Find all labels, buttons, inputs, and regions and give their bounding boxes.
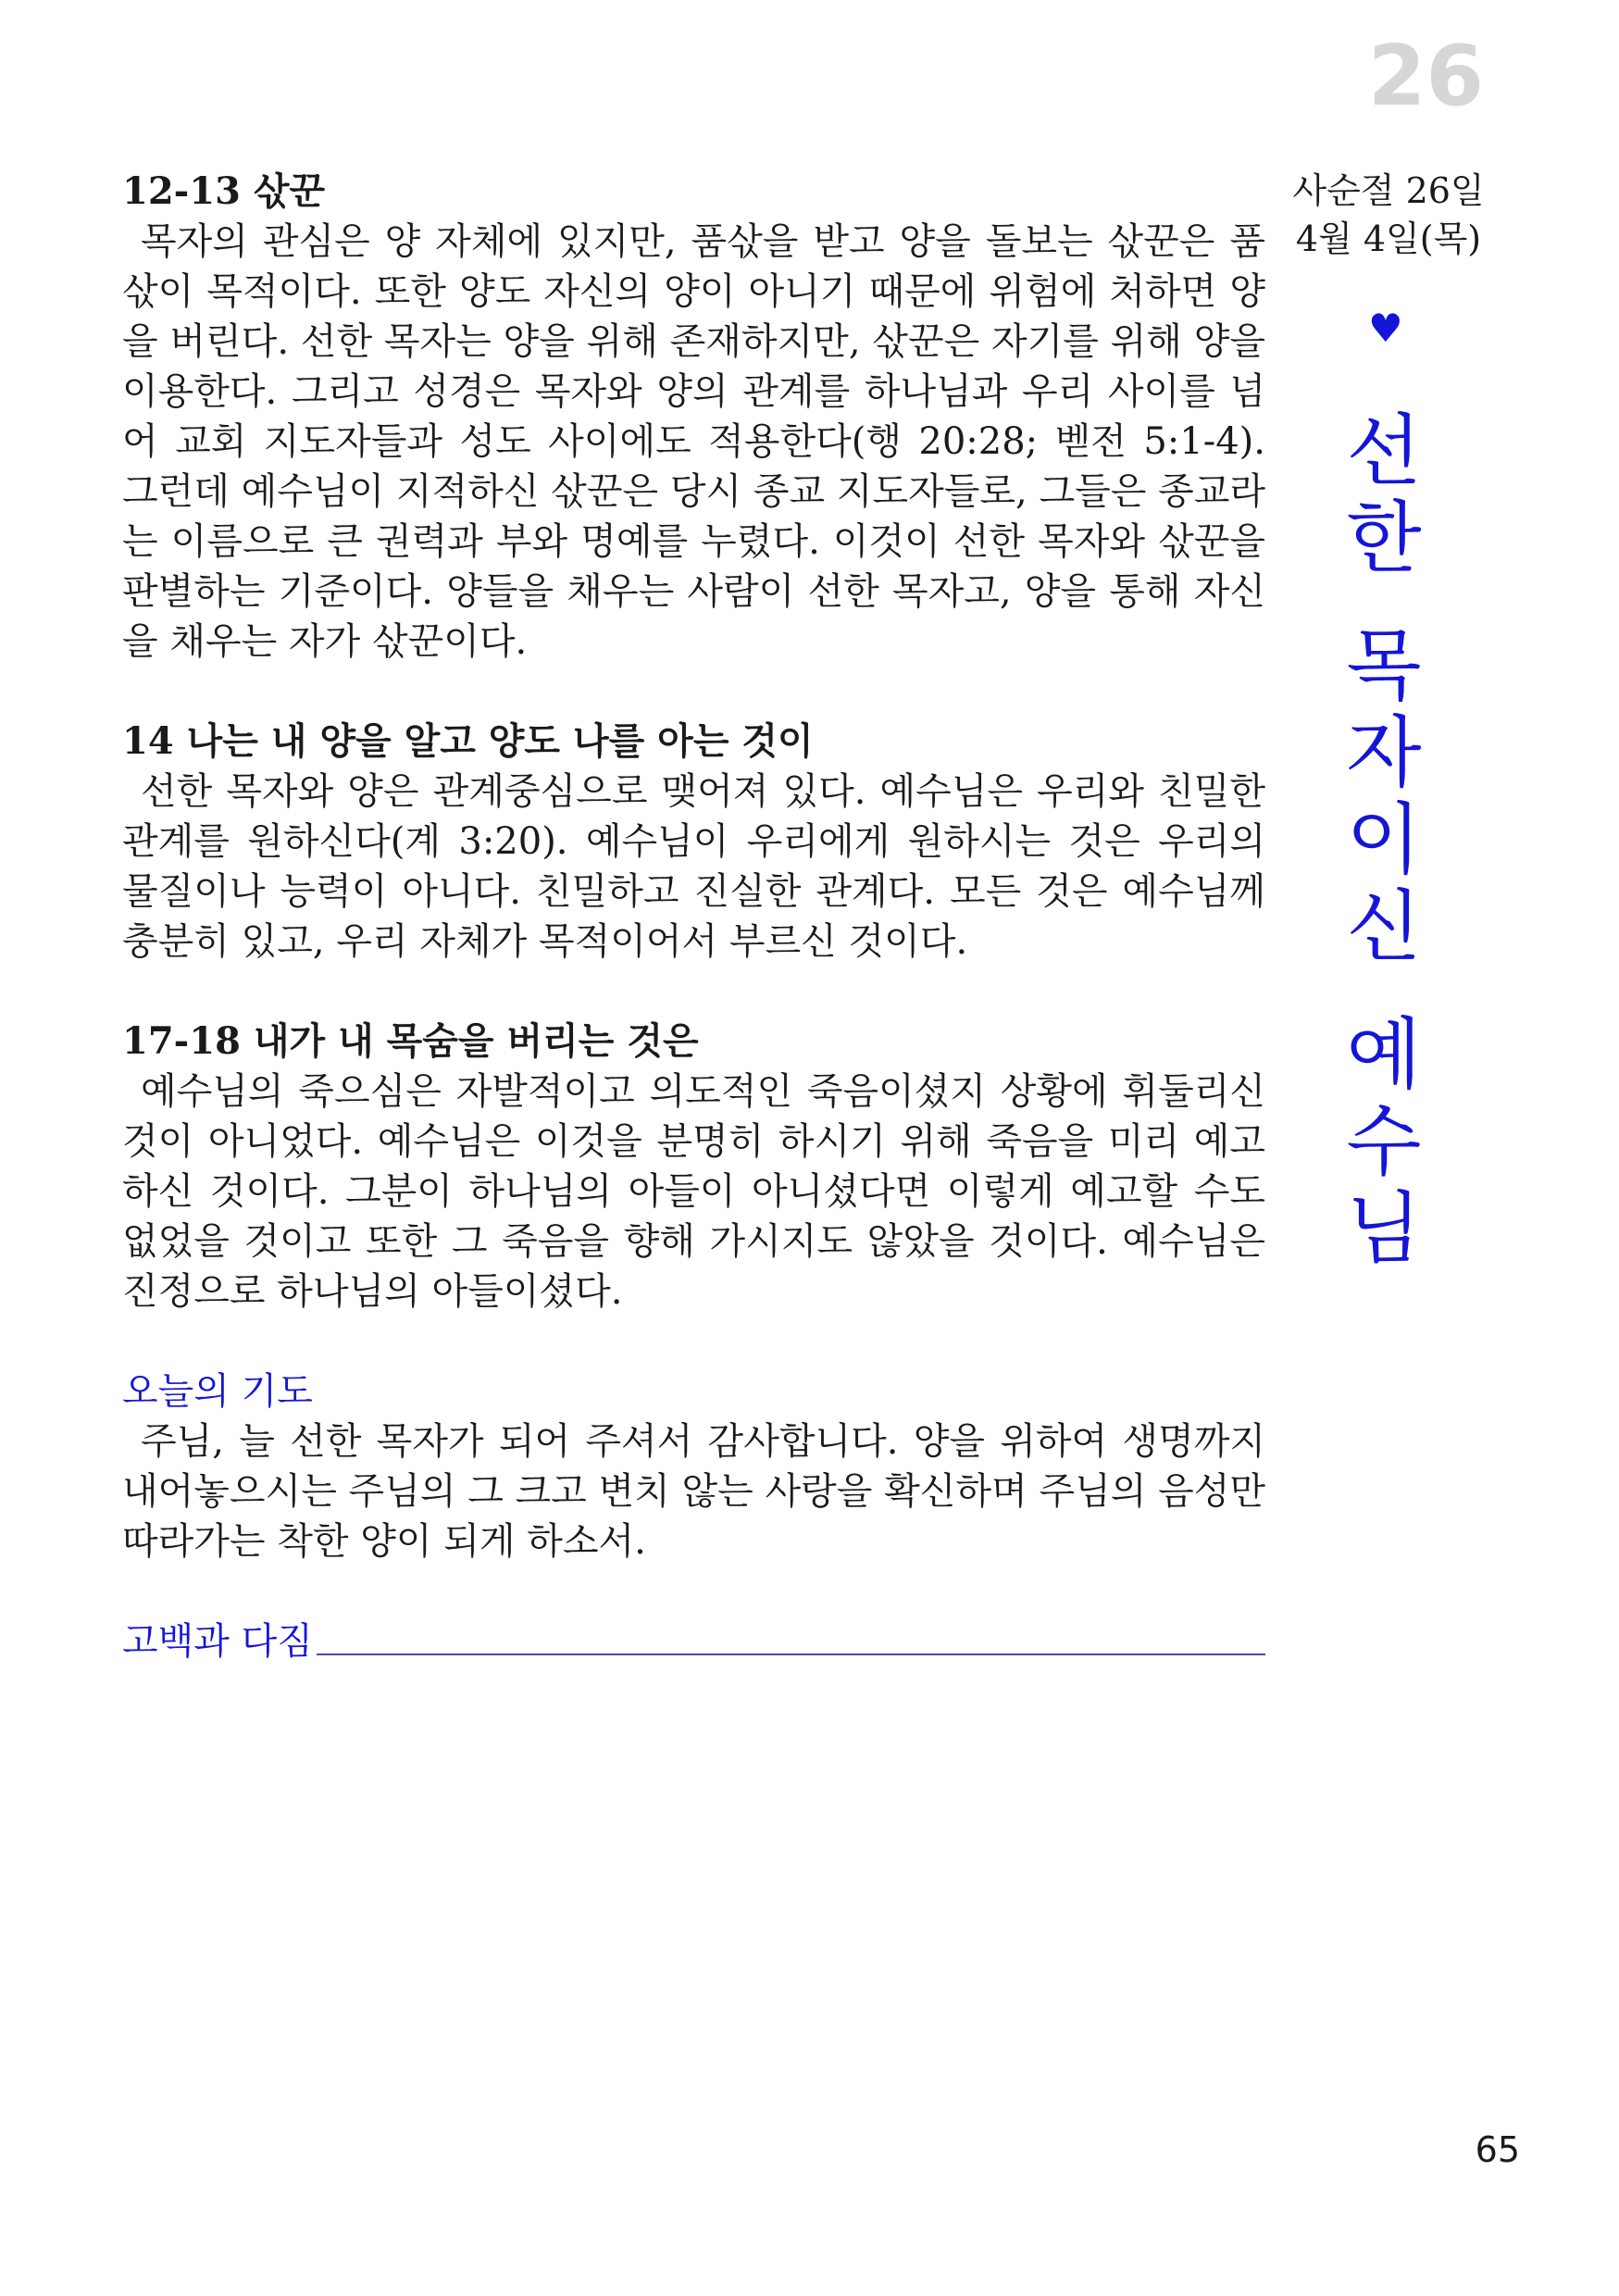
title-char: 이 — [1346, 794, 1422, 885]
prayer-section — [122, 1366, 1265, 1566]
title-char: 예 — [1346, 1009, 1422, 1100]
section-heading: 14 나는 내 양을 알고 양도 나를 아는 것이 — [122, 719, 814, 763]
section-body: 선한 목자와 양은 관계중심으로 맺어져 있다. 예수님은 우리와 친밀한 관계를 원하신다(계 3:20). 예수님이 우리에게 원하시는 것은 우리의 물질이나 능력이 아니다. 친밀하고 진실한 관계다. 모든 것은 예수님께 충분히 있고, 우리 자체가 목적이어서 부르신 것이다. — [122, 770, 1265, 963]
title-char: 신 — [1346, 881, 1422, 972]
prayer-body: 주님, 늘 선한 목자가 되어 주셔서 감사합니다. 양을 위하여 생명까지 내어놓으시는 주님의 그 크고 변치 않는 사랑을 확신하며 주님의 음성만 따라가는 착한 양이 되게 하소서. — [122, 1420, 1265, 1563]
title-char: 님 — [1346, 1183, 1422, 1274]
title-char: 선 — [1346, 406, 1422, 496]
section-heading: 17-18 내가 내 목숨을 버리는 것은 — [122, 1019, 699, 1063]
vertical-title — [1333, 407, 1435, 1272]
main-content — [122, 167, 1265, 1666]
confession-label: 고백과 다짐 — [122, 1620, 313, 1663]
heart-icon: ♥ — [1368, 306, 1403, 351]
title-char: 수 — [1346, 1096, 1422, 1187]
title-char: 자 — [1346, 707, 1422, 798]
title-char: 한 — [1346, 493, 1422, 583]
commentary-section — [122, 167, 1265, 667]
section-body: 예수님의 죽으심은 자발적이고 의도적인 죽음이셨지 상황에 휘둘리신 것이 아니었다. 예수님은 이것을 분명히 하시기 위해 죽음을 미리 예고하신 것이다. 그분이 하나님의 아들이 아니셨다면 이렇게 예고할 수도 없었을 것이고 또한 그 죽음을 향해 가시지도 않았을 것이다. 예수님은 진정으로 하나님의 아들이셨다. — [122, 1070, 1265, 1313]
commentary-section — [122, 1017, 1265, 1316]
title-char: 목 — [1346, 620, 1422, 711]
confession-section — [122, 1616, 1265, 1666]
section-heading: 12-13 삯꾼 — [122, 169, 326, 213]
commentary-section — [122, 717, 1265, 967]
season-day: 사순절 26일 — [1292, 170, 1485, 211]
calendar-date: 4월 4일(목) — [1295, 218, 1482, 259]
section-body: 목자의 관심은 양 자체에 있지만, 품삯을 받고 양을 돌보는 삯꾼은 품삯이 목적이다. 또한 양도 자신의 양이 아니기 때문에 위험에 처하면 양을 버린다. 선한 목자는 양을 위해 존재하지만, 삯꾼은 자기를 위해 양을 이용한다. 그리고 성경은 목자와 양의 관계를 하나님과 우리 사이를 넘어 교회 지도자들과 성도 사이에도 적용한다(행 20:28; 벧전 5:1-4). 그런데 예수님이 지적하신 삯꾼은 당시 종교 지도자들로, 그들은 종교라는 이름으로 큰 권력과 부와 명예를 누렸다. 이것이 선한 목자와 삯꾼을 판별하는 기준이다. 양들을 채우는 사람이 선한 목자고, 양을 통해 자신을 채우는 자가 삯꾼이다. — [122, 220, 1265, 663]
sidebar-date — [1277, 167, 1500, 263]
day-number: 26 — [1367, 28, 1484, 125]
page-number: 65 — [1475, 2129, 1520, 2170]
writing-line[interactable] — [317, 1653, 1265, 1655]
prayer-heading: 오늘의 기도 — [122, 1370, 313, 1413]
